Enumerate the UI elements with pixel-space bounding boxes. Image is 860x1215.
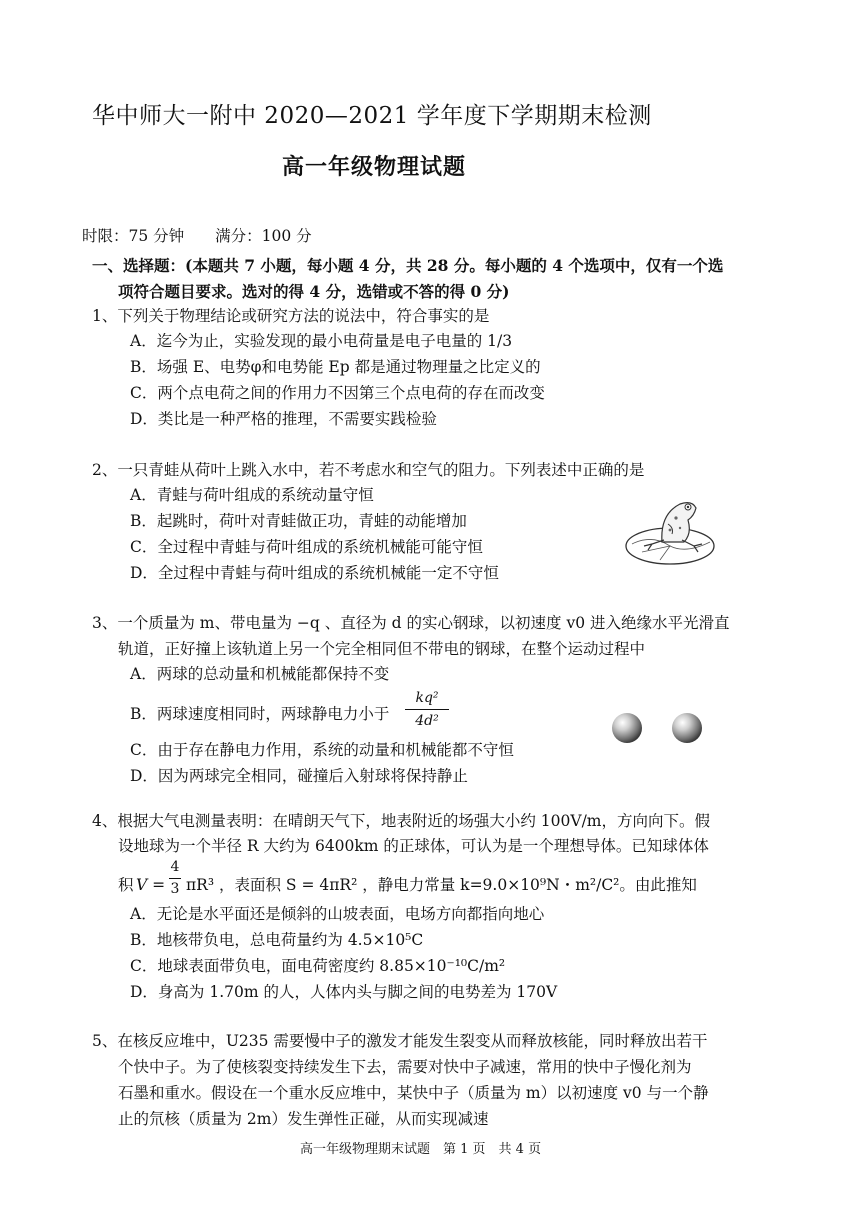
q4-stem-line2: 设地球为一个半径 R 大约为 6400km 的正球体，可认为是一个理想导体。已知球体体: [118, 837, 709, 855]
page-footer: 高一年级物理期末试题 第 1 页 共 4 页: [300, 1142, 542, 1157]
q4-option-c: C．地球表面带负电，面电荷密度约 8.85×10⁻¹⁰C/m²: [130, 957, 506, 975]
steel-ball-left: [612, 713, 642, 743]
q4-frac-numerator: 4: [170, 859, 180, 875]
q4-volume-symbol: V =: [136, 876, 166, 894]
q3-frac-bar: [405, 709, 449, 710]
steel-ball-right: [672, 713, 702, 743]
exam-meta: 时限：75 分钟 满分：100 分: [82, 227, 312, 245]
q2-stem: 2、一只青蛙从荷叶上跳入水中，若不考虑水和空气的阻力。下列表述中正确的是: [92, 461, 645, 479]
steel-balls-illustration: [608, 710, 708, 746]
q1-stem: 1、下列关于物理结论或研究方法的说法中，符合事实的是: [92, 307, 490, 325]
q2-option-a: A．青蛙与荷叶组成的系统动量守恒: [130, 486, 374, 504]
q4-option-d: D．身高为 1.70m 的人，人体内头与脚之间的电势差为 170V: [130, 983, 558, 1001]
q4-frac-bar: [169, 878, 181, 879]
q1-option-d: D．类比是一种严格的推理，不需要实践检验: [130, 410, 437, 428]
q5-line4: 止的氘核（质量为 2m）发生弹性正碰，从而实现减速: [118, 1110, 489, 1128]
q4-stem-line3-rest: πR³ ，表面积 S = 4πR² ，静电力常量 k=9.0×10⁹N・m²/C²。由此推知: [186, 876, 697, 894]
q2-option-d: D．全过程中青蛙与荷叶组成的系统机械能一定不守恒: [130, 564, 499, 582]
q3-option-a: A．两球的总动量和机械能都保持不变: [130, 665, 390, 683]
page-subtitle: 高一年级物理试题: [282, 154, 467, 180]
section-heading-cont: 项符合题目要求。选对的得 4 分，选错或不答的得 0 分): [118, 282, 510, 301]
q3-stem-line1: 3、一个质量为 m、带电量为 −q 、直径为 d 的实心钢球，以初速度 v0 进入绝缘水平光滑直: [92, 614, 730, 632]
q4-option-b: B．地核带负电，总电荷量约为 4.5×10⁵C: [130, 931, 424, 949]
q5-line2: 个快中子。为了使核裂变持续发生下去，需要对快中子减速，常用的快中子慢化剂为: [118, 1058, 692, 1076]
q3-stem-line2: 轨道，正好撞上该轨道上另一个完全相同但不带电的钢球，在整个运动过程中: [118, 640, 646, 658]
frog-lilypad-illustration: [622, 494, 722, 572]
section-heading: 一、选择题：(本题共 7 小题，每小题 4 分，共 28 分。每小题的 4 个选项中，仅有一个选: [92, 256, 724, 275]
page-title: 华中师大一附中 2020—2021 学年度下学期期末检测: [92, 103, 652, 129]
q3-frac-numerator: kq²: [415, 690, 439, 706]
q4-option-a: A．无论是水平面还是倾斜的山坡表面，电场方向都指向地心: [130, 905, 545, 923]
q3-option-b: B．两球速度相同时，两球静电力小于: [130, 705, 390, 723]
q2-option-b: B．起跳时，荷叶对青蛙做正功，青蛙的动能增加: [130, 512, 467, 530]
q5-line3: 石墨和重水。假设在一个重水反应堆中，某快中子（质量为 m）以初速度 v0 与一个静: [118, 1084, 709, 1102]
q5-line1: 5、在核反应堆中，U235 需要慢中子的激发才能发生裂变从而释放核能，同时释放出若干: [92, 1032, 708, 1050]
q1-option-a: A．迄今为止，实验发现的最小电荷量是电子电量的 1/3: [130, 332, 513, 350]
q3-option-c: C．由于存在静电力作用，系统的动量和机械能都不守恒: [130, 741, 514, 759]
q3-frac-denominator: 4d²: [415, 713, 439, 729]
q4-stem-line1: 4、根据大气电测量表明：在晴朗天气下，地表附近的场强大小约 100V/m，方向向下。假: [92, 812, 710, 830]
q3-option-d: D．因为两球完全相同，碰撞后入射球将保持静止: [130, 767, 468, 785]
q1-option-b: B．场强 E、电势φ和电势能 Ep 都是通过物理量之比定义的: [130, 358, 541, 376]
q2-option-c: C．全过程中青蛙与荷叶组成的系统机械能可能守恒: [130, 538, 483, 556]
q1-option-c: C．两个点电荷之间的作用力不因第三个点电荷的存在而改变: [130, 384, 545, 402]
q4-stem-line3-prefix: 积: [118, 876, 134, 894]
q4-frac-denominator: 3: [170, 881, 180, 897]
